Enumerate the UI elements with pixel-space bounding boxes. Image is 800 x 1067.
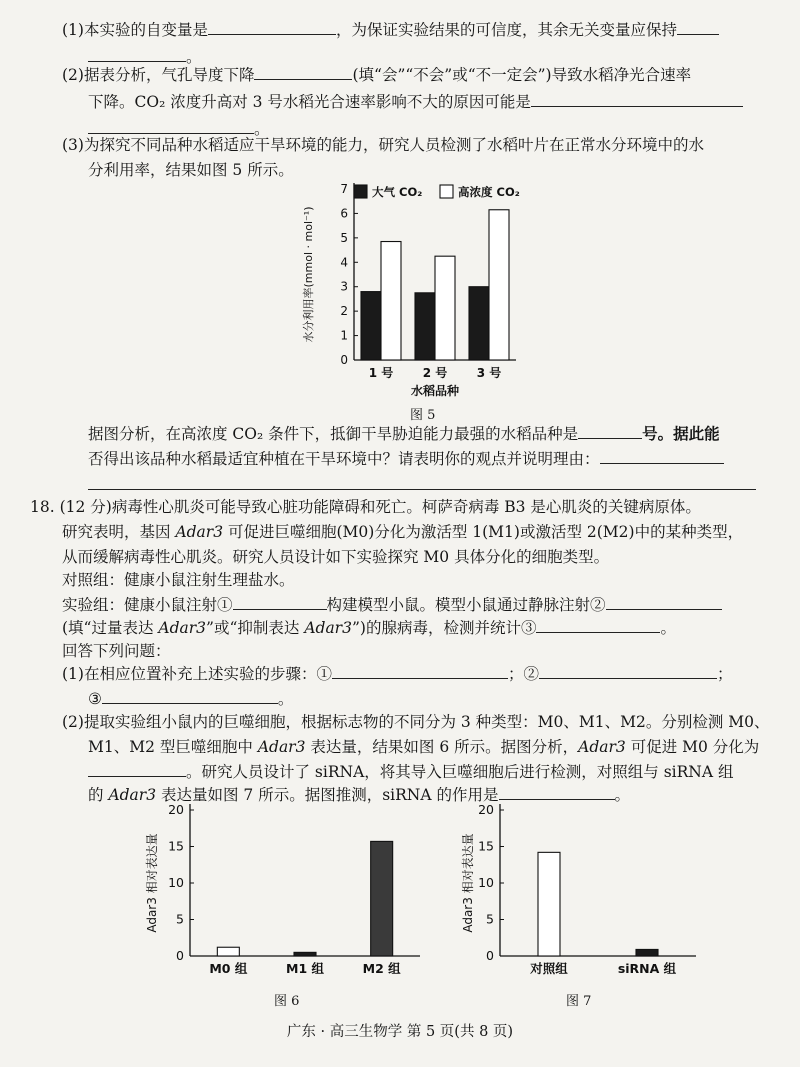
q17-part2-line3: 。 xyxy=(88,118,270,140)
answer-blank[interactable] xyxy=(539,663,717,679)
y-tick-label: 0 xyxy=(176,948,184,963)
answer-blank[interactable] xyxy=(88,118,254,134)
q18-part1-line2: ③ 。 xyxy=(88,690,294,708)
bar xyxy=(415,293,435,360)
y-tick-label: 20 xyxy=(478,802,494,817)
q17-part3-line2: 分利用率，结果如图 5 所示。 xyxy=(88,161,294,179)
q18-part1-line1: (1)在相应位置补充上述实验的步骤：① ；② ； xyxy=(62,665,733,683)
y-axis-label: Adar3 相对表达量 xyxy=(145,833,159,933)
figure-6-caption: 图 6 xyxy=(274,994,300,1009)
page-footer: 广东 · 高三生物学 第 5 页(共 8 页) xyxy=(286,1024,514,1040)
q18-intro-line2: 研究表明，基因 Adar3 可促进巨噬细胞(M0)分化为激活型 1(M1)或激活型 2(M2)中的某种类型， xyxy=(62,523,744,541)
answer-blank[interactable] xyxy=(88,761,186,777)
q17-part2-line1: (2)据表分析，气孔导度下降 (填“会”“不会”或“不一定会”)导致水稻净光合速率 xyxy=(62,66,692,84)
answer-blank[interactable] xyxy=(88,474,756,490)
y-tick-label: 7 xyxy=(340,182,348,196)
y-tick-label: 15 xyxy=(478,838,494,854)
bar xyxy=(217,947,239,956)
bar xyxy=(294,952,316,956)
q17-part3-line4: 否得出该品种水稻最适宜种植在干旱环境中？请表明你的观点并说明理由： xyxy=(88,448,724,470)
answer-blank[interactable] xyxy=(208,19,336,35)
figure-7-caption: 图 7 xyxy=(566,994,592,1009)
y-tick-label: 5 xyxy=(176,911,184,927)
x-tick-label: 1 号 xyxy=(368,366,394,380)
bar xyxy=(636,949,658,956)
bar xyxy=(469,287,489,360)
q17-part3-line5 xyxy=(88,474,756,496)
q18-part2-line3: 。研究人员设计了 siRNA，将其导入巨噬细胞后进行检测，对照组与 siRNA 组 xyxy=(88,761,733,783)
q18-part2-line4: 的 Adar3 表达量如图 7 所示。据图推测，siRNA 的作用是 。 xyxy=(88,786,631,804)
bar xyxy=(489,210,509,360)
y-axis-label: Adar3 相对表达量 xyxy=(461,833,475,933)
x-tick-label: M0 组 xyxy=(209,961,248,976)
y-tick-label: 20 xyxy=(168,802,184,817)
y-tick-label: 6 xyxy=(340,206,348,221)
answer-blank[interactable] xyxy=(254,64,352,80)
q17-part3-line3: 据图分析，在高浓度 CO₂ 条件下，抵御干旱胁迫能力最强的水稻品种是 号。据此能 xyxy=(88,424,720,443)
q17-part1-line1: (1)本实验的自变量是 ，为保证实验结果的可信度，其余无关变量应保持 xyxy=(62,19,719,41)
y-tick-label: 10 xyxy=(478,875,494,890)
bar xyxy=(435,256,455,360)
y-tick-label: 0 xyxy=(340,353,348,367)
x-tick-label: 对照组 xyxy=(530,961,568,976)
q18-answer-prompt: 回答下列问题： xyxy=(62,642,171,660)
answer-blank[interactable] xyxy=(578,423,642,439)
legend-label: 高浓度 CO₂ xyxy=(458,185,520,199)
answer-blank[interactable] xyxy=(88,46,186,62)
q17-part2-line2: 下降。CO₂ 浓度升高对 3 号水稻光合速率影响不大的原因可能是 xyxy=(88,91,743,113)
figure-6-chart xyxy=(140,800,430,990)
q17-part1-line2: 。 xyxy=(88,46,202,68)
figure-7-chart xyxy=(460,800,710,990)
answer-blank[interactable] xyxy=(233,594,327,610)
q18-experiment-group-cont: (填“过量表达 Adar3”或“抑制表达 Adar3”)的腺病毒，检测并统计③ 。 xyxy=(62,619,676,637)
y-tick-label: 5 xyxy=(486,911,494,927)
answer-blank[interactable] xyxy=(677,19,719,35)
q18-control-group: 对照组：健康小鼠注射生理盐水。 xyxy=(62,571,295,589)
y-tick-label: 4 xyxy=(340,255,348,270)
y-tick-label: 15 xyxy=(168,838,184,854)
bar xyxy=(381,242,401,360)
q18-intro-line1: 18. (12 分)病毒性心肌炎可能导致心脏功能障碍和死亡。柯萨奇病毒 B3 是心肌炎的关键病原体。 xyxy=(30,498,701,516)
answer-blank[interactable] xyxy=(499,784,615,800)
answer-blank[interactable] xyxy=(332,663,508,679)
y-tick-label: 3 xyxy=(340,279,348,294)
x-tick-label: 3 号 xyxy=(476,366,502,380)
answer-blank[interactable] xyxy=(606,594,722,610)
answer-blank[interactable] xyxy=(531,91,743,107)
x-axis-label: 水稻品种 xyxy=(410,384,460,398)
figure-5-caption: 图 5 xyxy=(410,408,436,423)
bar xyxy=(371,841,393,956)
bar xyxy=(361,292,381,360)
q18-intro-line3: 从而缓解病毒性心肌炎。研究人员设计如下实验探究 M0 具体分化的细胞类型。 xyxy=(62,548,610,566)
y-tick-label: 1 xyxy=(340,328,348,343)
bar xyxy=(538,852,560,956)
y-axis-label: 水分利用率(mmol · mol⁻¹) xyxy=(302,206,315,343)
y-tick-label: 2 xyxy=(340,304,348,319)
x-tick-label: 2 号 xyxy=(422,366,448,380)
legend-label: 大气 CO₂ xyxy=(372,185,423,199)
figure-5-chart xyxy=(294,178,534,400)
q17-part3-line1: (3)为探究不同品种水稻适应干旱环境的能力，研究人员检测了水稻叶片在正常水分环境中的水 xyxy=(62,136,704,154)
y-tick-label: 0 xyxy=(486,948,494,963)
q18-experiment-group: 实验组：健康小鼠注射① 构建模型小鼠。模型小鼠通过静脉注射② xyxy=(62,594,722,616)
legend-swatch xyxy=(440,185,453,198)
answer-blank[interactable] xyxy=(102,688,278,704)
legend-swatch xyxy=(354,185,367,198)
y-tick-label: 10 xyxy=(168,875,184,890)
answer-blank[interactable] xyxy=(536,617,660,633)
q18-part2-line1: (2)提取实验组小鼠内的巨噬细胞，根据标志物的不同分为 3 种类型：M0、M1、M2。分别检测 M0、 xyxy=(62,713,770,731)
x-tick-label: M1 组 xyxy=(286,961,324,976)
answer-blank[interactable] xyxy=(600,448,724,464)
x-tick-label: M2 组 xyxy=(362,961,401,976)
q18-part2-line2: M1、M2 型巨噬细胞中 Adar3 表达量，结果如图 6 所示。据图分析，Adar3 可促进 M0 分化为 xyxy=(88,738,760,756)
x-tick-label: siRNA 组 xyxy=(617,961,677,976)
y-tick-label: 5 xyxy=(340,230,348,245)
